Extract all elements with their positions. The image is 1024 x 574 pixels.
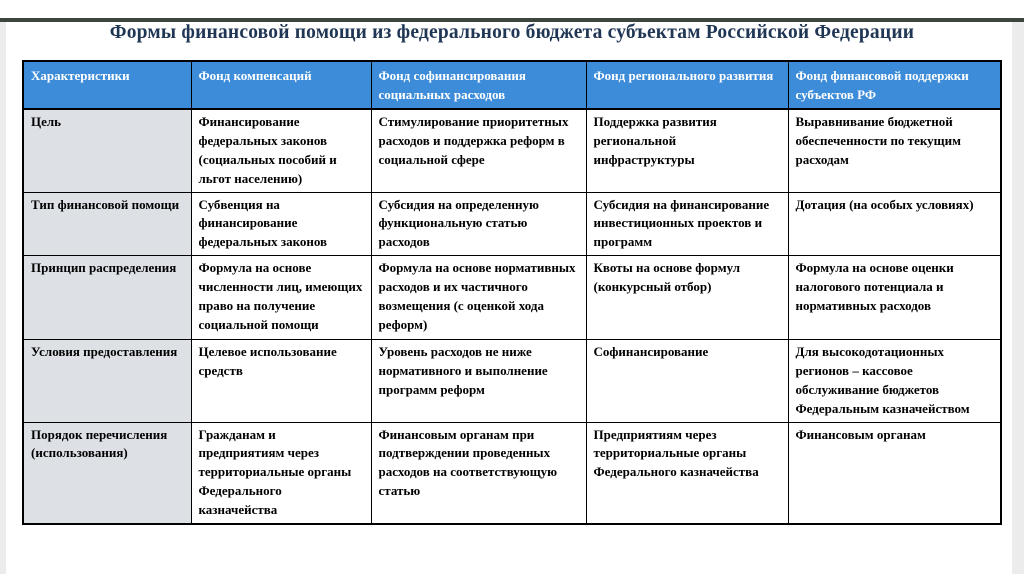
table-body [23,109,1001,524]
table-header-row [23,61,1001,109]
table-cell: Целевое использование средств [191,340,371,422]
table-cell: Финансовым органам при подтверждении проведенных расходов на соответствующую статью [371,422,586,524]
table-cell: Поддержка развития региональной инфраструктуры [586,109,788,192]
table-cell: Софинансирование [586,340,788,422]
column-header-characteristics: Характеристики [23,61,191,109]
table-cell: Уровень расходов не ниже нормативного и выполнение программ реформ [371,340,586,422]
table-row [23,192,1001,256]
table-row [23,340,1001,422]
table-row [23,422,1001,524]
row-label: Условия предоставления [23,340,191,422]
column-header-financial-support-fund: Фонд финансовой поддержки субъектов РФ [788,61,1001,109]
table-cell: Стимулирование приоритетных расходов и поддержка реформ в социальной сфере [371,109,586,192]
table-cell: Квоты на основе формул (конкурсный отбор) [586,256,788,340]
table-cell: Гражданам и предприятиям через территориальные органы Федерального казначейства [191,422,371,524]
row-label: Принцип распределения [23,256,191,340]
left-edge-strip [0,22,6,574]
column-header-compensation-fund: Фонд компенсаций [191,61,371,109]
top-edge-strip [0,18,1024,22]
table-cell: Субсидия на определенную функциональную статью расходов [371,192,586,256]
table-cell: Субвенция на финансирование федеральных законов [191,192,371,256]
row-label: Тип финансовой помощи [23,192,191,256]
row-label: Цель [23,109,191,192]
column-header-regional-development-fund: Фонд регионального развития [586,61,788,109]
financial-aid-table [22,60,1002,525]
table-cell: Формула на основе численности лиц, имеющих право на получение социальной помощи [191,256,371,340]
page-title: Формы финансовой помощи из федерального бюджета субъектам Российской Федерации [109,22,915,43]
table-cell: Субсидия на финансирование инвестиционных проектов и программ [586,192,788,256]
table-cell: Предприятиям через территориальные органы Федерального казначейства [586,422,788,524]
table-cell: Формула на основе оценки налогового потенциала и нормативных расходов [788,256,1001,340]
column-header-cofinancing-fund: Фонд софинансирования социальных расходов [371,61,586,109]
table-cell: Финансирование федеральных законов (социальных пособий и льгот населению) [191,109,371,192]
row-label: Порядок перечисления (использования) [23,422,191,524]
table-cell: Дотация (на особых условиях) [788,192,1001,256]
table-cell: Для высокодотационных регионов – кассовое обслуживание бюджетов Федеральным казначейством [788,340,1001,422]
table-cell: Финансовым органам [788,422,1001,524]
table-cell: Формула на основе нормативных расходов и их частичного возмещения (с оценкой хода реформ) [371,256,586,340]
right-edge-strip [1012,22,1024,574]
table-row [23,109,1001,192]
table-cell: Выравнивание бюджетной обеспеченности по текущим расходам [788,109,1001,192]
table-row [23,256,1001,340]
